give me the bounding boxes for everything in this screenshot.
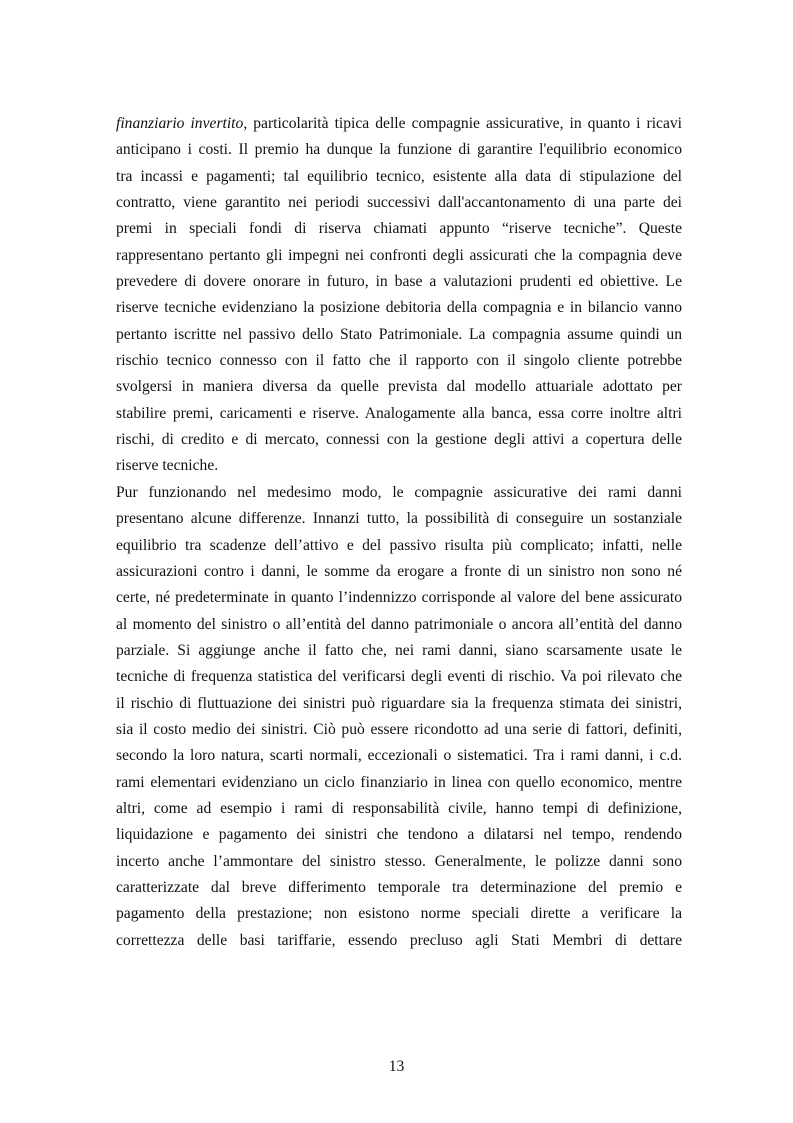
text-line: finanziario invertito, particolarità tipica delle compagnie assicurative, in quanto i ricavi [116, 115, 682, 132]
page-number: 13 [388, 1058, 405, 1075]
text-line: parziale. Si aggiunge anche il fatto che, nei rami danni, siano scarsamente usate le [116, 641, 682, 659]
text-line: liquidazione e pagamento dei sinistri che tendono a dilatarsi nel tempo, rendendo [116, 826, 682, 844]
text-line: pertanto iscritte nel passivo dello Stato Patrimoniale. La compagnia assume quindi un [116, 325, 682, 343]
text-line: al momento del sinistro o all’entità del danno patrimoniale o ancora all’entità del danno [116, 615, 682, 633]
paragraph-2 [116, 480, 682, 954]
text-line: rischio tecnico connesso con il fatto che il rapporto con il singolo cliente potrebbe [116, 352, 682, 370]
text-line: anticipano i costi. Il premio ha dunque la funzione di garantire l'equilibrio economico [116, 141, 682, 159]
text-line: premi in speciali fondi di riserva chiamati appunto “riserve tecniche”. Queste [116, 220, 682, 238]
text-line: contratto, viene garantito nei periodi successivi dall'accantonamento di una parte dei [116, 194, 682, 212]
text-line: prevedere di dovere onorare in futuro, in base a valutazioni prudenti ed obiettive. Le [116, 273, 682, 291]
text-line: pagamento della prestazione; non esistono norme speciali dirette a verificare la [116, 905, 682, 923]
text-line: assicurazioni contro i danni, le somme da erogare a fronte di un sinistro non sono né [116, 562, 682, 580]
text-line: secondo la loro natura, scarti normali, eccezionali o sistematici. Tra i rami danni, i c.d. [116, 747, 682, 765]
text-line: presentano alcune differenze. Innanzi tutto, la possibilità di conseguire un sostanziale [116, 510, 682, 528]
text-line: rischi, di credito e di mercato, connessi con la gestione degli attivi a copertura delle [116, 431, 682, 449]
text-line: riserve tecniche. [116, 457, 219, 475]
text-line: altri, come ad esempio i rami di responsabilità civile, hanno tempi di definizione, [116, 799, 682, 817]
text-line: tra incassi e pagamenti; tal equilibrio tecnico, esistente alla data di stipulazione del [116, 167, 682, 185]
text-line: riserve tecniche evidenziano la posizione debitoria della compagnia e in bilancio vanno [116, 299, 682, 317]
text-line: sia il costo medio dei sinistri. Ciò può essere ricondotto ad una serie di fattori, definiti, [116, 720, 682, 738]
italic-term: finanziario invertito [116, 115, 244, 132]
text-line: Pur funzionando nel medesimo modo, le compagnie assicurative dei rami danni [116, 483, 682, 501]
text-line: rappresentano pertanto gli impegni nei confronti degli assicurati che la compagnia deve [116, 246, 682, 264]
text-line: rami elementari evidenziano un ciclo finanziario in linea con quello economico, mentre [116, 773, 682, 791]
text-line: correttezza delle basi tariffarie, essendo precluso agli Stati Membri di dettare [116, 931, 682, 949]
text-line: tecniche di frequenza statistica del verificarsi degli eventi di rischio. Va poi rilevato che [116, 668, 682, 686]
text-line: il rischio di fluttuazione dei sinistri può riguardare sia la frequenza stimata dei sinistri, [116, 694, 682, 712]
paragraph-1 [116, 111, 682, 480]
text-line: incerto anche l’ammontare del sinistro stesso. Generalmente, le polizze danni sono [116, 852, 682, 870]
text-line: certe, né predeterminate in quanto l’indennizzo corrisponde al valore del bene assicurato [116, 589, 682, 607]
text-line: stabilire premi, caricamenti e riserve. Analogamente alla banca, essa corre inoltre altri [116, 404, 682, 422]
text-line: caratterizzate dal breve differimento temporale tra determinazione del premio e [116, 878, 682, 896]
text-line: equilibrio tra scadenze dell’attivo e del passivo risulta più complicato; infatti, nelle [116, 536, 682, 554]
text-line: svolgersi in maniera diversa da quelle prevista dal modello attuariale adottato per [116, 378, 682, 396]
body-text [116, 111, 682, 954]
